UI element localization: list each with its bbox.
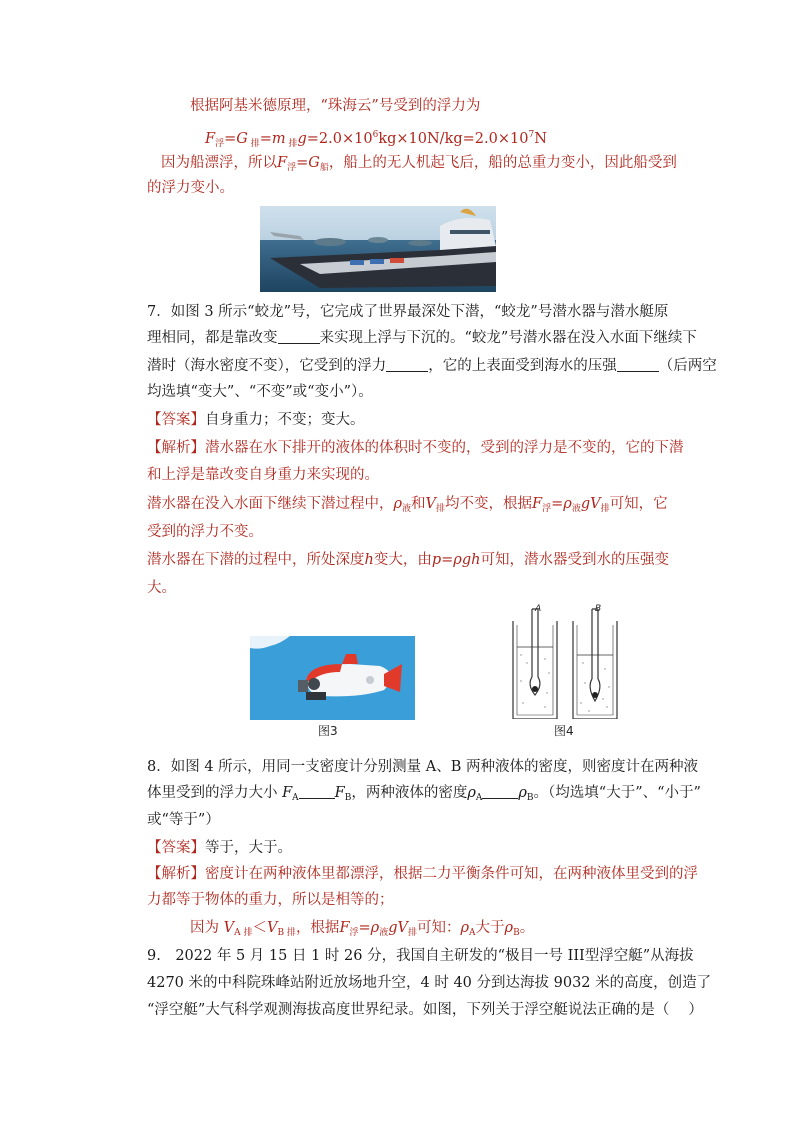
submersible-photo [250,636,415,720]
q8-answer: 【答案】等于，大于。 [147,840,292,856]
q9-line-3: “浮空艇”大气科学观测海拔高度世界纪录。如图，下列关于浮空艇说法正确的是（ ） [147,1002,703,1018]
q8-line-1: 8．如图 4 所示，用同一支密度计分别测量 A、B 两种液体的密度，则密度计在两种液 [147,759,699,775]
q8-analysis-2: 力都等于物体的重力，所以是相等的； [147,892,394,908]
prev-line-1: 根据阿基米德原理，“珠海云”号受到的浮力为 [190,98,481,114]
q8-analysis-1: 【解析】密度计在两种液体里都漂浮，根据二力平衡条件可知，在两种液体里受到的浮 [147,866,698,882]
q7-analysis-1: 【解析】潜水器在水下排开的液体的体积时不变的，受到的浮力是不变的，它的下潜 [147,440,684,456]
q8-blank-1[interactable] [299,784,335,799]
q8-blank-2[interactable] [482,784,518,799]
fig4-caption: 图4 [554,724,574,738]
q7-analysis-4: 受到的浮力不变。 [147,524,263,540]
q7-analysis-2: 和上浮是靠改变自身重力来实现的。 [147,467,379,483]
q8-line-3: 或“等于”） [147,812,220,828]
fig4-label-a: A [535,604,542,614]
q7-line-2: 理相同，都是靠改变 来实现上浮与下沉的。“蛟龙”号潜水器在没入水面下继续下 [147,330,697,346]
q7-blank-1[interactable] [278,329,320,344]
prev-line-3: 因为船漂浮，所以$F_浮=G_船$，船上的无人机起飞后，船的总重力变小，因此船受到 [161,155,677,173]
q7-blank-2[interactable] [386,357,428,372]
buoyancy-formula: $F_浮=G$ $_排$=m $_排g=2.0\times 10^6kg\times 10N/kg=2.0\times 10^7N$ [205,130,547,149]
q7-analysis-3: 潜水器在没入水面下继续下潜过程中，$\rho_液$和$V_排$均不变，根据$F_浮=\rho_液gV_排$可知，它 [147,496,668,514]
q7-line-1: 7．如图 3 所示“蛟龙”号，它完成了世界最深处下潜，“蛟龙”号潜水器与潜水艇原 [147,304,669,320]
q7-answer: 【答案】自身重力；不变；变大。 [147,412,365,428]
hydrometer-diagram [505,603,627,719]
q7-line-3: 潜时（海水密度不变），它受到的浮力 ，它的上表面受到海水的压强 （后两空 [147,358,717,374]
fig4-label-b: B [595,604,602,614]
q9-line-1: 9. 2022 年 5 月 15 日 1 时 26 分，我国自主研发的“极目一号 III型浮空艇”从海拔 [147,948,694,964]
q9-line-2: 4270 米的中科院珠峰站附近放场地升空，4 时 40 分到达海拔 9032 米的高度，创造了 [147,975,712,991]
q8-line-2: 体里受到的浮力大小 $F_A$ $F_B$，两种液体的密度$\rho_A$ $\rho_B$。（均选填“大于”、“小于” [147,785,701,803]
q7-blank-3[interactable] [617,357,659,372]
fig3-caption: 图3 [318,724,338,738]
q8-analysis-3: 因为 $V_{A 排}<V_{B 排}$，根据$F_浮=\rho_液gV_排$可知：$\rho_A$大于$\rho_B$。 [190,920,535,938]
q7-line-4: 均选填“变大”、“不变”或“变小”）。 [147,384,373,400]
q7-analysis-6: 大。 [147,580,176,596]
prev-line-4: 的浮力变小。 [147,180,234,196]
ship-photo [260,206,496,292]
q7-analysis-5: 潜水器在下潜的过程中，所处深度h变大，由p=ρgh可知，潜水器受到水的压强变 [147,552,669,568]
